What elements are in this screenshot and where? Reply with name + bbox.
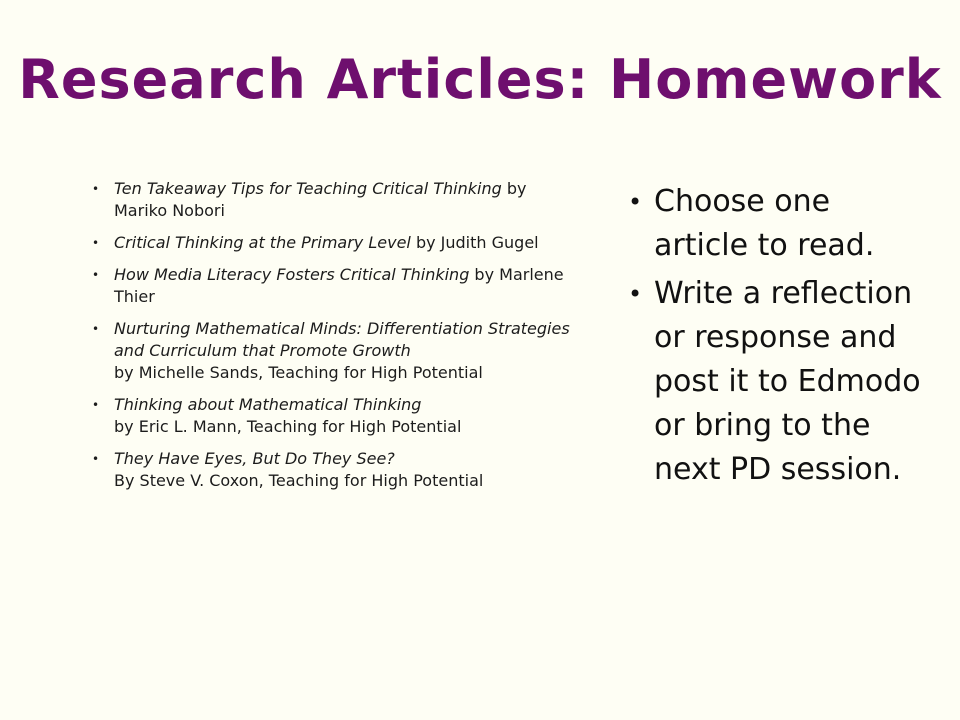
article-byline: by Judith Gugel [410,233,539,252]
instruction-item [628,180,928,268]
bullet-icon: • [628,188,643,216]
article-byline: by Eric L. Mann, Teaching for High Potential [114,417,462,436]
article-item [92,448,572,492]
bullet-icon: • [92,452,100,466]
bullet-icon: • [628,280,643,308]
bullet-icon: • [92,268,100,282]
article-title: They Have Eyes, But Do They See? [114,449,395,468]
article-title: Nurturing Mathematical Minds: Differentiation Strategies and Curriculum that Promote Growth [114,319,570,360]
article-list [92,178,572,502]
slide-title: Research Articles: Homework [18,48,942,111]
article-item [92,264,572,308]
article-title: Ten Takeaway Tips for Teaching Critical Thinking [114,179,502,198]
article-item [92,178,572,222]
article-title: Thinking about Mathematical Thinking [114,395,422,414]
article-title: Critical Thinking at the Primary Level [114,233,411,252]
article-byline: by Michelle Sands, Teaching for High Potential [114,363,483,382]
article-title: How Media Literacy Fosters Critical Thinking [114,265,470,284]
article-byline: By Steve V. Coxon, Teaching for High Potential [114,471,484,490]
bullet-icon: • [92,398,100,412]
article-byline: by Mariko Nobori [114,179,527,220]
bullet-icon: • [92,322,100,336]
bullet-icon: • [92,182,100,196]
article-byline: by Marlene Thier [114,265,564,306]
article-item [92,232,572,254]
instructions-list [628,180,928,496]
bullet-icon: • [92,236,100,250]
article-item [92,318,572,384]
article-item [92,394,572,438]
instruction-text: Write a reflection or response and post it to Edmodo or bring to the next PD session. [654,276,921,487]
instruction-item [628,272,928,492]
instruction-text: Choose one article to read. [654,184,875,263]
